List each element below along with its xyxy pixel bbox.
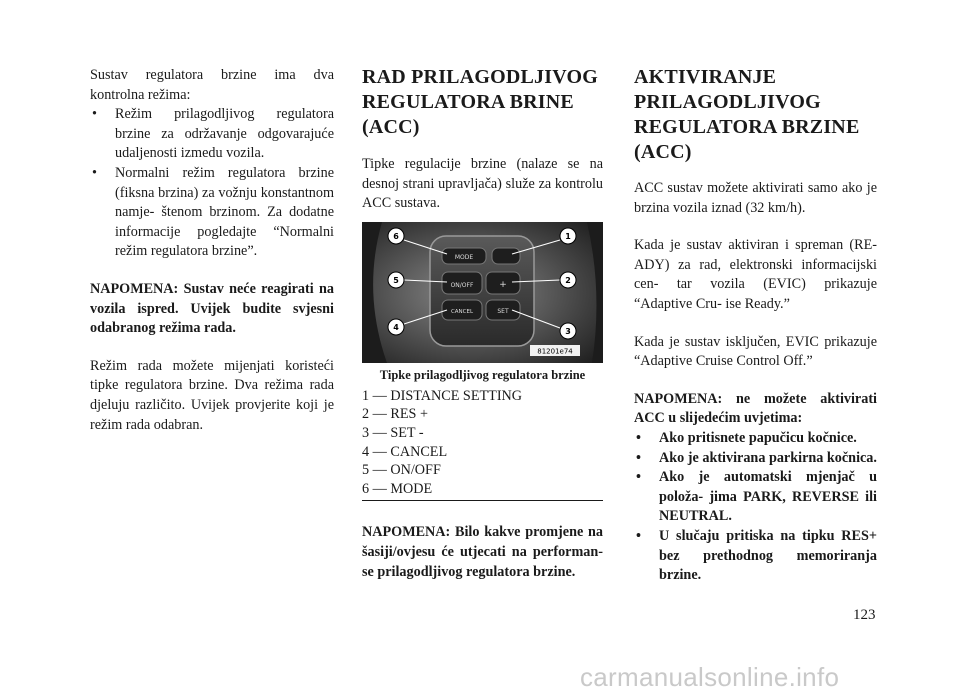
callout-6: 6 [393,231,399,241]
mode-list [90,105,334,262]
legend-item: 6 — MODE [362,480,433,497]
condition-item: • Ako je aktivirana parkirna kočnica. [634,449,877,469]
middle-column [362,66,603,582]
condition-item: • U slučaju pritiska na tipku RES+ bez prethodnog memoriranja brzine. [634,527,877,586]
callout-2: 2 [565,275,571,285]
col3-paragraph-2: Kada je sustav aktiviran i spreman (RE- ADY) za rad, elektronski informacijski cen- tar vozila (EVIC) prikazuje “Adaptive Cru- ise Ready.” [634,237,877,312]
condition-item: • Ako pritisnete papučicu kočnice. [634,429,877,449]
page-number: 123 [853,607,876,623]
acc-buttons-figure [362,222,603,363]
figure-caption: Tipke prilagodljivog regulatora brzine [379,367,586,382]
condition-item: • Ako je automatski mjenjač u položa- jima PARK, REVERSE ili NEUTRAL. [634,468,877,527]
callout-5: 5 [393,275,399,285]
col3-paragraph-3: Kada je sustav isključen, EVIC prikazuje “Adaptive Cruise Control Off.” [634,333,877,370]
set-button-label: SET [497,307,509,315]
right-column [634,66,877,586]
section-heading-acc-operation: RAD PRILAGODLJIVOG REGULATORA BRINE (ACC) [362,66,598,138]
legend-item: 3 — SET - [362,424,424,441]
condition-list [634,429,877,586]
col1-intro: Sustav regulatora brzine ima dva kontrolna režima: [90,67,334,103]
col2-note: NAPOMENA: Bilo kakve promjene na šasiji/ovjesu će utjecati na performan- se prilagodljivog regulatora brzine. [362,524,603,580]
legend-item: 4 — CANCEL [362,443,448,460]
col3-note: NAPOMENA: ne možete aktivirati ACC u slijedećim uvjetima: [634,390,877,427]
legend-item: 5 — ON/OFF [362,462,441,479]
col1-paragraph: Režim rada možete mijenjati koristeći tipke regulatora brzine. Dva režima rada djeluju različito. Uvijek provjerite koji je režim rada odabran. [90,357,334,433]
left-column [90,66,334,435]
steering-wheel-buttons-illustration [362,222,603,363]
callout-1: 1 [565,231,571,241]
res-button-label: + [499,279,507,290]
figure-code: 81201e74 [537,347,573,356]
col3-paragraph-1: ACC sustav možete aktivirati samo ako je brzina vozila iznad (32 km/h). [634,180,877,216]
mode-button-label: MODE [454,253,474,261]
col2-intro: Tipke regulacije brzine (nalaze se na desnoj strani upravljača) služe za kontrolu ACC sustava. [362,156,603,212]
mode-list-item: • Normalni režim regulatora brzine (fiksna brzina) za vožnju konstantnom namje- štenom brzinom. Za dodatne informacije pogledajte “Normalni režim regulatora brzine”. [90,164,334,262]
button-legend [362,387,603,502]
watermark: carmanualsonline.info [580,662,840,692]
section-heading-acc-activation: AKTIVIRANJE PRILAGODLJIVOG REGULATORA BRZINE (ACC) [634,66,860,163]
legend-item: 2 — RES + [362,406,428,423]
mode-list-item: • Režim prilagodljivog regulatora brzine za održavanje odgovarajuće udaljenosti izmedu vozila. [90,105,334,164]
legend-item: 1 — DISTANCE SETTING [362,387,523,404]
on-off-button-label: ON/OFF [450,281,474,289]
col1-note: NAPOMENA: Sustav neće reagirati na vozila ispred. Uvijek budite svjesni odabranog režima rada. [90,280,334,337]
callout-3: 3 [565,326,571,336]
cancel-button-label: CANCEL [450,308,474,315]
callout-4: 4 [393,322,399,332]
